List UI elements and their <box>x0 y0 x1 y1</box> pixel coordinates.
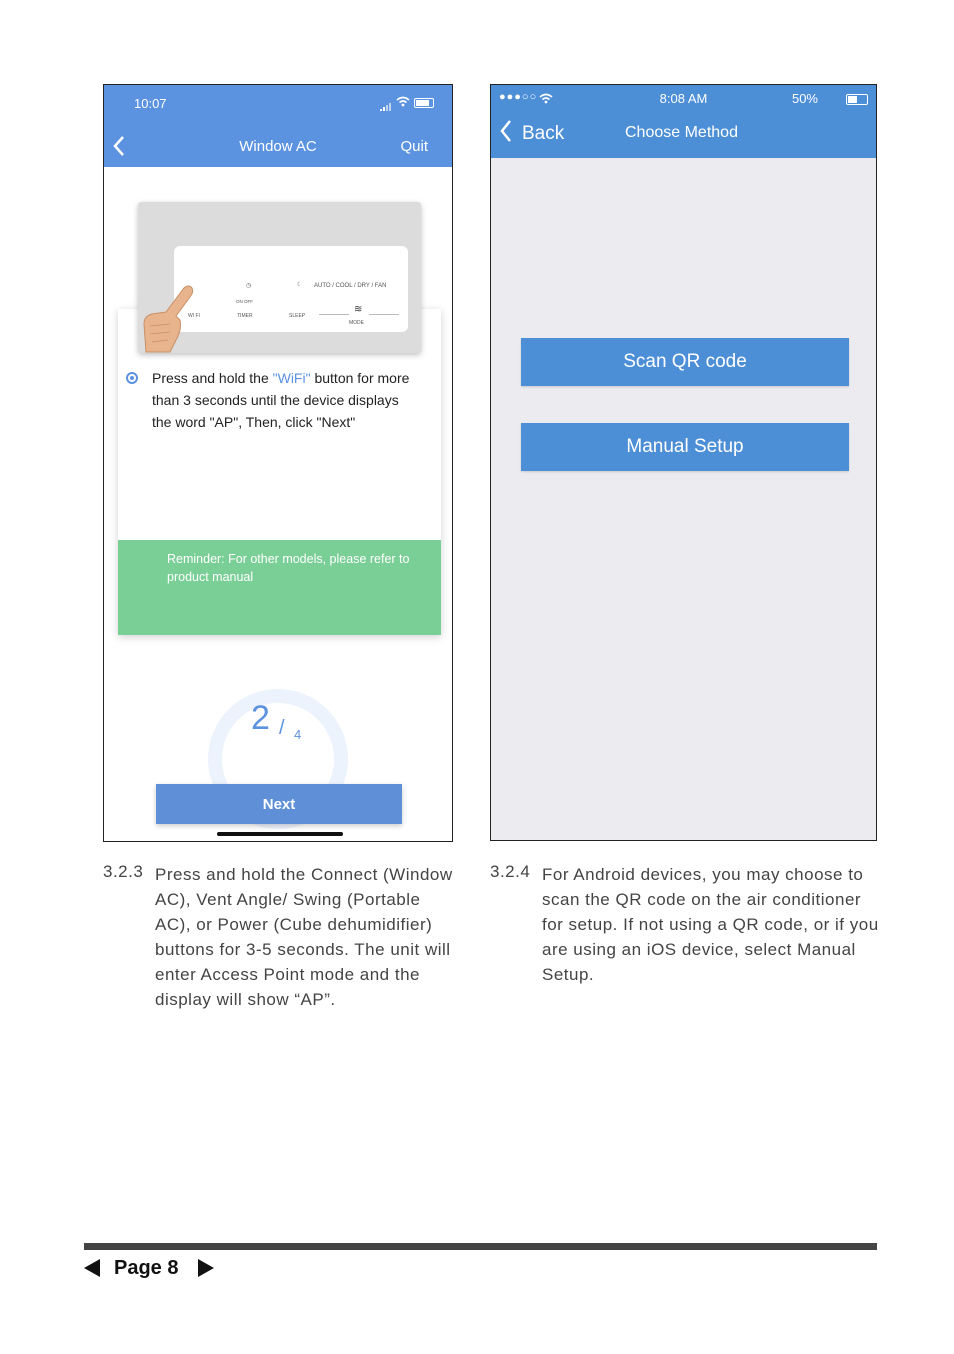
back-button[interactable]: Back <box>522 123 565 144</box>
screen-title: Window AC <box>239 138 317 155</box>
caption-text: For Android devices, you may choose to scan the QR code on the air conditioner for setup. If not using a QR code, or if you are using an iOS device, select Manual Setup. <box>542 865 879 984</box>
reminder-banner <box>118 540 441 635</box>
screen-title: Choose Method <box>625 124 738 141</box>
pointing-hand-icon <box>140 282 198 354</box>
timer-icon: ◷ <box>246 283 252 289</box>
status-time: 8:08 AM <box>659 91 708 106</box>
page-number: Page 8 <box>114 1257 179 1279</box>
home-indicator[interactable] <box>217 832 343 836</box>
back-chevron-icon[interactable] <box>499 118 513 148</box>
reminder-text: Reminder: For other models, please refer to product manual <box>167 552 410 584</box>
caption-text: Press and hold the Connect (Window AC), Vent Angle/ Swing (Portable AC), or Power (Cube dehumidifier) buttons for 3-5 seconds. The unit will enter Access Point mode and the display will show “AP”. <box>155 865 453 1009</box>
step-separator: / <box>279 717 285 739</box>
previous-page-arrow-icon[interactable] <box>84 1259 100 1277</box>
manual-setup-button[interactable]: Manual Setup <box>521 423 849 471</box>
footer-divider <box>84 1243 877 1250</box>
next-button[interactable]: Next <box>156 784 402 824</box>
window-ac-screenshot <box>103 84 453 842</box>
instruction-post: button for more than 3 seconds until the device displays the word "AP", Then, click "Next" <box>152 370 410 430</box>
caption-number: 3.2.3 <box>103 862 144 881</box>
signal-dots: ●●●○○ <box>499 91 538 103</box>
instruction-pre: Press and hold the <box>152 370 273 386</box>
radio-selected-icon <box>126 372 138 384</box>
wifi-label: WI FI <box>188 313 200 319</box>
moon-icon: ☾ <box>297 282 303 288</box>
caption-number: 3.2.4 <box>490 862 531 881</box>
app-header <box>104 85 452 167</box>
battery-percent: 50% <box>791 91 818 106</box>
status-time: 10:07 <box>134 96 167 111</box>
wifi-icon <box>396 96 410 110</box>
panel-divider <box>369 314 399 315</box>
battery-icon <box>414 98 434 108</box>
panel-divider <box>319 314 349 315</box>
scan-qr-button[interactable]: Scan QR code <box>521 338 849 386</box>
battery-icon <box>846 94 868 105</box>
instruction-wifi-word: "WiFi" <box>272 370 311 386</box>
mode-options-label: AUTO / COOL / DRY / FAN <box>314 283 387 289</box>
step-total: 4 <box>294 727 302 742</box>
mode-label: MODE <box>349 320 364 326</box>
instruction-text <box>152 367 414 433</box>
app-header <box>491 85 876 158</box>
signal-icon <box>380 98 394 116</box>
choose-method-screenshot <box>490 84 877 841</box>
timer-label: TIMER <box>237 313 253 319</box>
setup-step-body <box>104 167 452 842</box>
control-panel-illustration <box>138 202 421 353</box>
next-page-arrow-icon[interactable] <box>198 1259 214 1277</box>
control-panel <box>174 246 408 332</box>
timer-state-label: ON OFF <box>236 299 253 304</box>
sleep-label: SLEEP <box>289 313 306 319</box>
quit-button[interactable]: Quit <box>400 138 428 155</box>
step-current: 2 <box>251 699 270 737</box>
fan-icon: ≋ <box>354 304 363 315</box>
